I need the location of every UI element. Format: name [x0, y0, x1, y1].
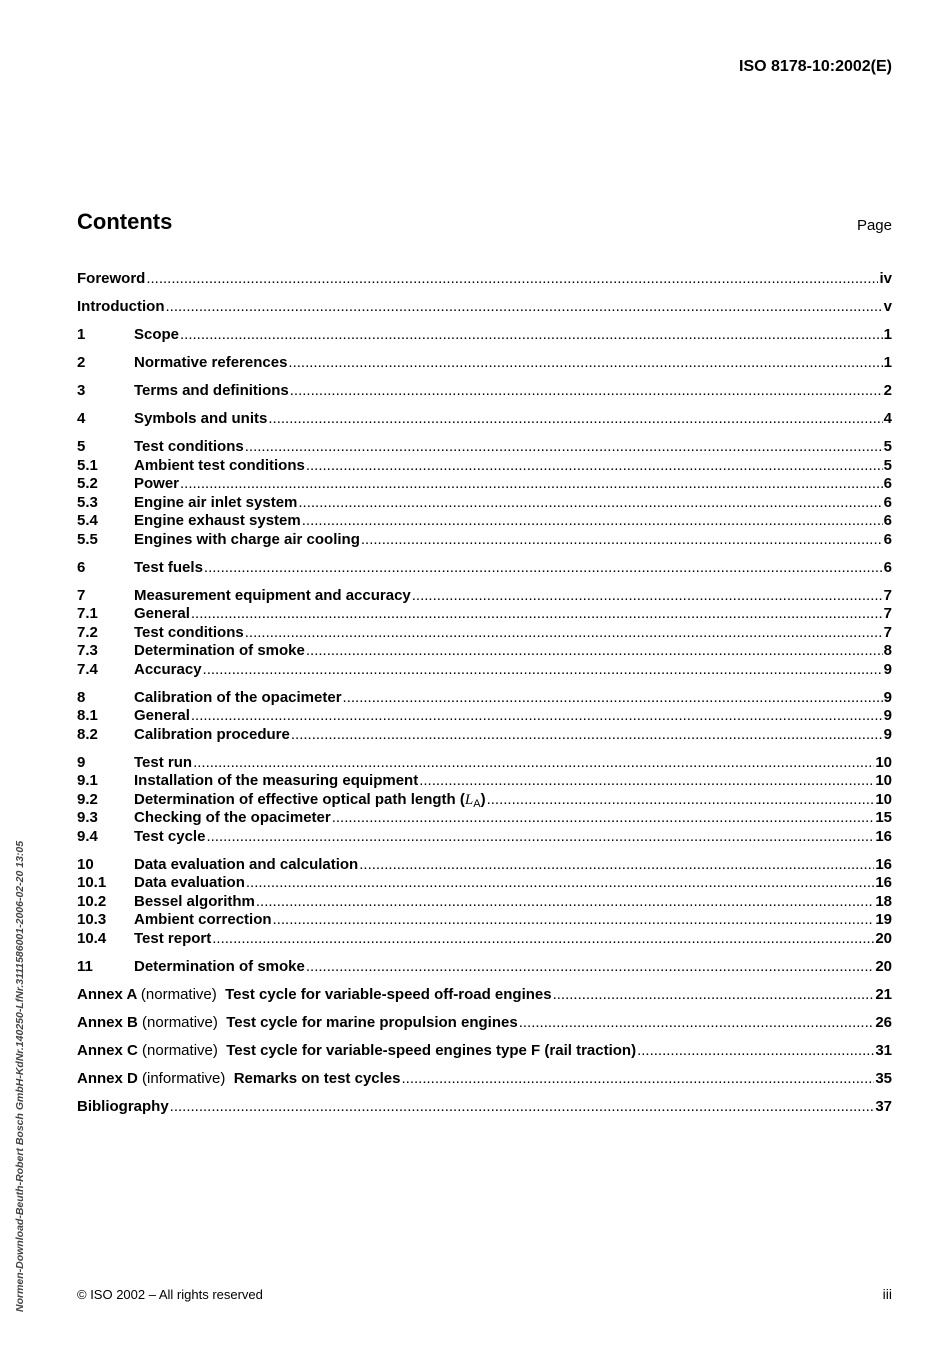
dot-leader — [401, 1070, 874, 1089]
dot-leader — [332, 809, 875, 828]
toc-entry-title — [134, 475, 179, 494]
annex-label: Annex B — [77, 1013, 138, 1031]
dot-leader — [412, 587, 883, 606]
toc-entry-title — [134, 772, 418, 791]
toc-entry-number: 8.1 — [77, 707, 98, 724]
toc-entry-title — [77, 986, 552, 1005]
toc-entry-page: 10 — [875, 790, 892, 808]
toc-entry-page: 9 — [883, 660, 892, 678]
toc-entry-page: 9 — [883, 707, 892, 724]
toc-entry-title — [134, 326, 179, 345]
toc-entry[interactable] — [77, 828, 892, 847]
dot-leader — [291, 726, 883, 745]
toc-entry-page: 10 — [875, 753, 892, 771]
toc-entry-title — [134, 354, 287, 373]
toc-entry-title — [134, 457, 305, 476]
toc-entry-label: Bessel algorithm — [134, 892, 255, 910]
dot-leader — [288, 354, 882, 373]
toc-entry[interactable] — [77, 512, 892, 531]
toc-entry-number: 7.1 — [77, 605, 98, 622]
toc-entry-number: 9.2 — [77, 790, 98, 808]
toc-entry-page: 15 — [875, 809, 892, 826]
toc-entry-title — [77, 1070, 400, 1089]
toc-entry-page: 10 — [875, 772, 892, 789]
toc-entry-page: 35 — [875, 1069, 892, 1087]
dot-leader — [637, 1042, 874, 1061]
copyright-notice: © ISO 2002 – All rights reserved — [77, 1287, 263, 1302]
toc-entry-page: 16 — [875, 874, 892, 891]
toc-entry-number: 8.2 — [77, 725, 98, 743]
toc-entry-number: 6 — [77, 558, 86, 576]
toc-entry[interactable] — [77, 809, 892, 828]
dot-leader — [193, 754, 874, 773]
toc-entry-title — [134, 809, 331, 828]
toc-entry[interactable] — [77, 559, 892, 578]
dot-leader — [306, 642, 883, 661]
toc-entry-page: 6 — [883, 530, 892, 548]
toc-entry-label: Engine air inlet system — [134, 493, 298, 511]
toc-entry-label: Installation of the measuring equipment — [134, 772, 419, 789]
toc-entry[interactable] — [77, 726, 892, 745]
toc-entry-number: 2 — [77, 354, 86, 371]
dot-leader — [302, 512, 883, 531]
toc-entry-label: Test conditions — [134, 623, 244, 641]
toc-entry-number: 5.4 — [77, 512, 98, 529]
toc-entry-title — [134, 382, 289, 401]
toc-entry[interactable] — [77, 754, 892, 773]
toc-entry-title — [134, 531, 360, 550]
toc-entry-page: 31 — [875, 1041, 892, 1059]
dot-leader — [246, 874, 874, 893]
toc-entry-number: 9.3 — [77, 809, 98, 826]
toc-entry-number: 10.4 — [77, 929, 107, 947]
toc-entry-title — [77, 298, 164, 317]
toc-entry[interactable] — [77, 1070, 892, 1089]
toc-entry[interactable] — [77, 689, 892, 708]
annex-kind: (informative) — [142, 1069, 226, 1087]
toc-entry-label: Checking of the opacimeter — [134, 809, 331, 826]
dot-leader — [146, 270, 878, 289]
toc-entry-page: iv — [879, 270, 892, 287]
toc-entry-label: Measurement equipment and accuracy — [134, 586, 411, 604]
toc-entry-label: Test cycle for variable-speed engines type F (rail traction) — [226, 1041, 637, 1059]
toc-entry-number: 11 — [77, 957, 93, 975]
toc-entry-page: 5 — [883, 456, 892, 474]
dot-leader — [245, 438, 883, 457]
toc-entry-title — [134, 642, 305, 661]
toc-entry-title — [134, 438, 244, 457]
toc-entry[interactable] — [77, 298, 892, 317]
dot-leader — [306, 958, 874, 977]
toc-entry-number: 7.3 — [77, 642, 98, 659]
dot-leader — [191, 605, 883, 624]
toc-entry-page: 16 — [875, 827, 892, 845]
annex-kind: (normative) — [142, 1041, 218, 1059]
toc-entry-label: Determination of smoke — [134, 642, 305, 659]
toc-entry-label: Engines with charge air cooling — [134, 530, 360, 548]
dot-leader — [290, 382, 883, 401]
toc-entry[interactable] — [77, 587, 892, 606]
dot-leader — [165, 298, 882, 317]
toc-entry-label: Calibration procedure — [134, 725, 290, 743]
toc-entry[interactable] — [77, 475, 892, 494]
page-title: Contents — [77, 209, 173, 234]
toc-entry[interactable] — [77, 1042, 892, 1061]
toc-entry-label: Calibration of the opacimeter — [134, 688, 342, 706]
toc-entry-label-end: ) — [480, 790, 486, 808]
dot-leader — [180, 326, 883, 345]
toc-entry-label: Determination of smoke — [134, 957, 305, 975]
dot-leader — [245, 624, 883, 643]
toc-entry[interactable] — [77, 531, 892, 550]
toc-entry-label: Normative references — [134, 354, 288, 371]
toc-entry[interactable] — [77, 624, 892, 643]
toc-entry-page: 6 — [883, 512, 892, 529]
dot-leader — [256, 893, 874, 912]
toc-entry-number: 5.3 — [77, 493, 98, 511]
dot-leader — [206, 828, 874, 847]
document-identifier: ISO 8178-10:2002(E) — [739, 58, 892, 75]
dot-leader — [170, 1098, 875, 1117]
toc-entry-page: 4 — [883, 410, 892, 427]
dot-leader — [203, 661, 883, 680]
toc-entry-title — [134, 911, 272, 930]
toc-entry-number: 5.1 — [77, 456, 98, 474]
toc-entry-title — [134, 494, 297, 513]
toc-entry-label: Test cycle for variable-speed off-road engines — [225, 985, 552, 1003]
toc-entry-label: Accuracy — [134, 660, 202, 678]
toc-entry-page: 5 — [883, 438, 892, 455]
toc-entry-title — [77, 1098, 169, 1117]
toc-entry-title — [134, 707, 190, 726]
toc-entry-page: 1 — [883, 354, 892, 371]
toc-entry-label: Introduction — [77, 298, 165, 315]
toc-entry-title — [134, 754, 192, 773]
toc-entry-page: 26 — [875, 1013, 892, 1031]
dot-leader — [359, 856, 874, 875]
dot-leader — [553, 986, 875, 1005]
annex-kind: (normative) — [142, 1013, 218, 1031]
toc-entry-label: Power — [134, 475, 180, 492]
toc-entry-title — [134, 958, 305, 977]
toc-entry-title — [134, 689, 342, 708]
toc-entry-label: General — [134, 605, 190, 622]
toc-entry-title — [77, 270, 145, 289]
toc-entry-title — [134, 624, 244, 643]
toc-entry-page: 16 — [875, 855, 892, 873]
toc-entry-page: 1 — [883, 326, 892, 343]
dot-leader — [361, 531, 883, 550]
toc-entry-page: 37 — [875, 1097, 892, 1115]
dot-leader — [519, 1014, 875, 1033]
toc-entry-title — [134, 726, 290, 745]
page-column-label: Page — [856, 217, 892, 234]
toc-entry[interactable] — [77, 410, 892, 429]
toc-entry-page: v — [883, 298, 892, 315]
toc-entry-number: 9 — [77, 753, 86, 771]
toc-entry-page: 21 — [875, 985, 892, 1003]
toc-entry-label: Terms and definitions — [134, 382, 289, 399]
toc-entry[interactable] — [77, 605, 892, 624]
dot-leader — [204, 559, 883, 578]
toc-entry-page: 7 — [883, 605, 892, 622]
toc-entry-label: Test report — [134, 929, 212, 947]
toc-entry[interactable] — [77, 856, 892, 875]
dot-leader — [487, 791, 875, 810]
toc-entry-title — [134, 559, 203, 578]
toc-entry-page: 8 — [883, 642, 892, 659]
toc-entry-title — [134, 512, 301, 531]
toc-entry-page: 18 — [875, 892, 892, 910]
toc-entry-label: Ambient correction — [134, 911, 272, 928]
dot-leader — [212, 930, 874, 949]
toc-entry[interactable] — [77, 772, 892, 791]
toc-entry-number: 4 — [77, 410, 86, 427]
toc-entry-title — [134, 410, 267, 429]
toc-entry-number: 8 — [77, 688, 86, 706]
toc-entry[interactable] — [77, 661, 892, 680]
toc-entry-page: 20 — [875, 929, 892, 947]
symbol-subscript: A — [473, 797, 481, 810]
toc-entry-page: 9 — [883, 688, 892, 706]
symbol: L — [464, 791, 474, 808]
dot-leader — [180, 475, 883, 494]
annex-kind: (normative) — [140, 985, 217, 1003]
toc-entry-number: 10.2 — [77, 892, 107, 910]
toc-entry-title — [134, 605, 190, 624]
toc-entry[interactable] — [77, 354, 892, 373]
toc-entry-title — [134, 856, 358, 875]
toc-entry-title — [77, 1014, 518, 1033]
toc-entry-title — [134, 893, 255, 912]
toc-entry-label: Foreword — [77, 270, 146, 287]
toc-entry[interactable] — [77, 958, 892, 977]
toc-entry[interactable] — [77, 1014, 892, 1033]
toc-entry-number: 5 — [77, 438, 86, 455]
annex-label: Annex A — [77, 985, 137, 1003]
dot-leader — [306, 457, 883, 476]
toc-entry-label: Data evaluation — [134, 874, 245, 891]
toc-entry-title — [134, 828, 205, 847]
toc-entry-title — [134, 930, 211, 949]
toc-entry[interactable] — [77, 893, 892, 912]
dot-leader — [268, 410, 882, 429]
toc-entry-page: 2 — [883, 382, 892, 399]
toc-entry-label: Ambient test conditions — [134, 456, 305, 474]
toc-entry[interactable] — [77, 270, 892, 289]
toc-entry-title — [134, 587, 411, 606]
dot-leader — [191, 707, 883, 726]
page-number: iii — [882, 1286, 892, 1302]
toc-entry-number: 3 — [77, 382, 86, 399]
toc-entry-number: 7.2 — [77, 623, 98, 641]
toc-entry-page: 19 — [875, 911, 892, 928]
toc-entry[interactable] — [77, 986, 892, 1005]
toc-entry-number: 5.2 — [77, 475, 98, 492]
toc-entry-label: Test cycle — [134, 827, 206, 845]
annex-label: Annex D — [77, 1069, 138, 1087]
toc-entry-label: Bibliography — [77, 1097, 169, 1115]
toc-entry[interactable] — [77, 457, 892, 476]
toc-entry-page: 7 — [883, 623, 892, 641]
toc-entry-page: 6 — [883, 493, 892, 511]
dot-leader — [298, 494, 882, 513]
toc-entry-label: Symbols and units — [134, 410, 268, 427]
toc-entry-label: Test conditions — [134, 438, 244, 455]
toc-entry-label: Determination of effective optical path length ( — [134, 790, 465, 808]
toc-entry-page: 6 — [883, 475, 892, 492]
toc-entry-label: Remarks on test cycles — [233, 1069, 401, 1087]
toc-entry-number: 9.1 — [77, 772, 98, 789]
toc-entry-page: 7 — [883, 586, 892, 604]
toc-entry[interactable] — [77, 707, 892, 726]
dot-leader — [343, 689, 883, 708]
toc-entry[interactable] — [77, 1098, 892, 1117]
toc-entry-number: 10 — [77, 855, 94, 873]
toc-entry[interactable] — [77, 494, 892, 513]
toc-entry-title — [134, 661, 202, 680]
toc-entry-label: Data evaluation and calculation — [134, 855, 359, 873]
toc-entry-number: 10.3 — [77, 911, 107, 928]
toc-entry-page: 6 — [883, 558, 892, 576]
annex-label: Annex C — [77, 1041, 138, 1059]
toc-entry-label: Test fuels — [134, 558, 203, 576]
toc-entry-number: 7 — [77, 586, 86, 604]
toc-entry-number: 9.4 — [77, 827, 98, 845]
toc-entry-label: General — [134, 707, 190, 724]
toc-entry-title — [134, 874, 245, 893]
toc-entry-title — [77, 1042, 636, 1061]
toc-entry[interactable] — [77, 930, 892, 949]
toc-entry-label: Test cycle for marine propulsion engines — [226, 1013, 518, 1031]
toc-entry-number: 1 — [77, 326, 86, 343]
toc-entry-number: 7.4 — [77, 660, 98, 678]
toc-entry-number: 10.1 — [77, 874, 107, 891]
dot-leader — [419, 772, 874, 791]
table-of-contents — [77, 270, 892, 1116]
toc-entry[interactable] — [77, 438, 892, 457]
toc-entry-label: Engine exhaust system — [134, 512, 301, 529]
download-watermark: Normen-Download-Beuth-Robert Bosch GmbH-KdNr.140250-LfNr.3111586001-2006-02-20 13:05 — [14, 840, 26, 1312]
toc-entry[interactable] — [77, 911, 892, 930]
toc-entry[interactable] — [77, 326, 892, 345]
toc-entry[interactable] — [77, 642, 892, 661]
dot-leader — [273, 911, 875, 930]
toc-entry[interactable] — [77, 791, 892, 810]
toc-entry[interactable] — [77, 382, 892, 401]
toc-entry-label: Test run — [134, 753, 193, 771]
toc-entry-page: 20 — [875, 957, 892, 975]
toc-entry-page: 9 — [883, 725, 892, 743]
toc-entry-label: Scope — [134, 326, 180, 343]
toc-entry[interactable] — [77, 874, 892, 893]
toc-entry-number: 5.5 — [77, 530, 98, 548]
